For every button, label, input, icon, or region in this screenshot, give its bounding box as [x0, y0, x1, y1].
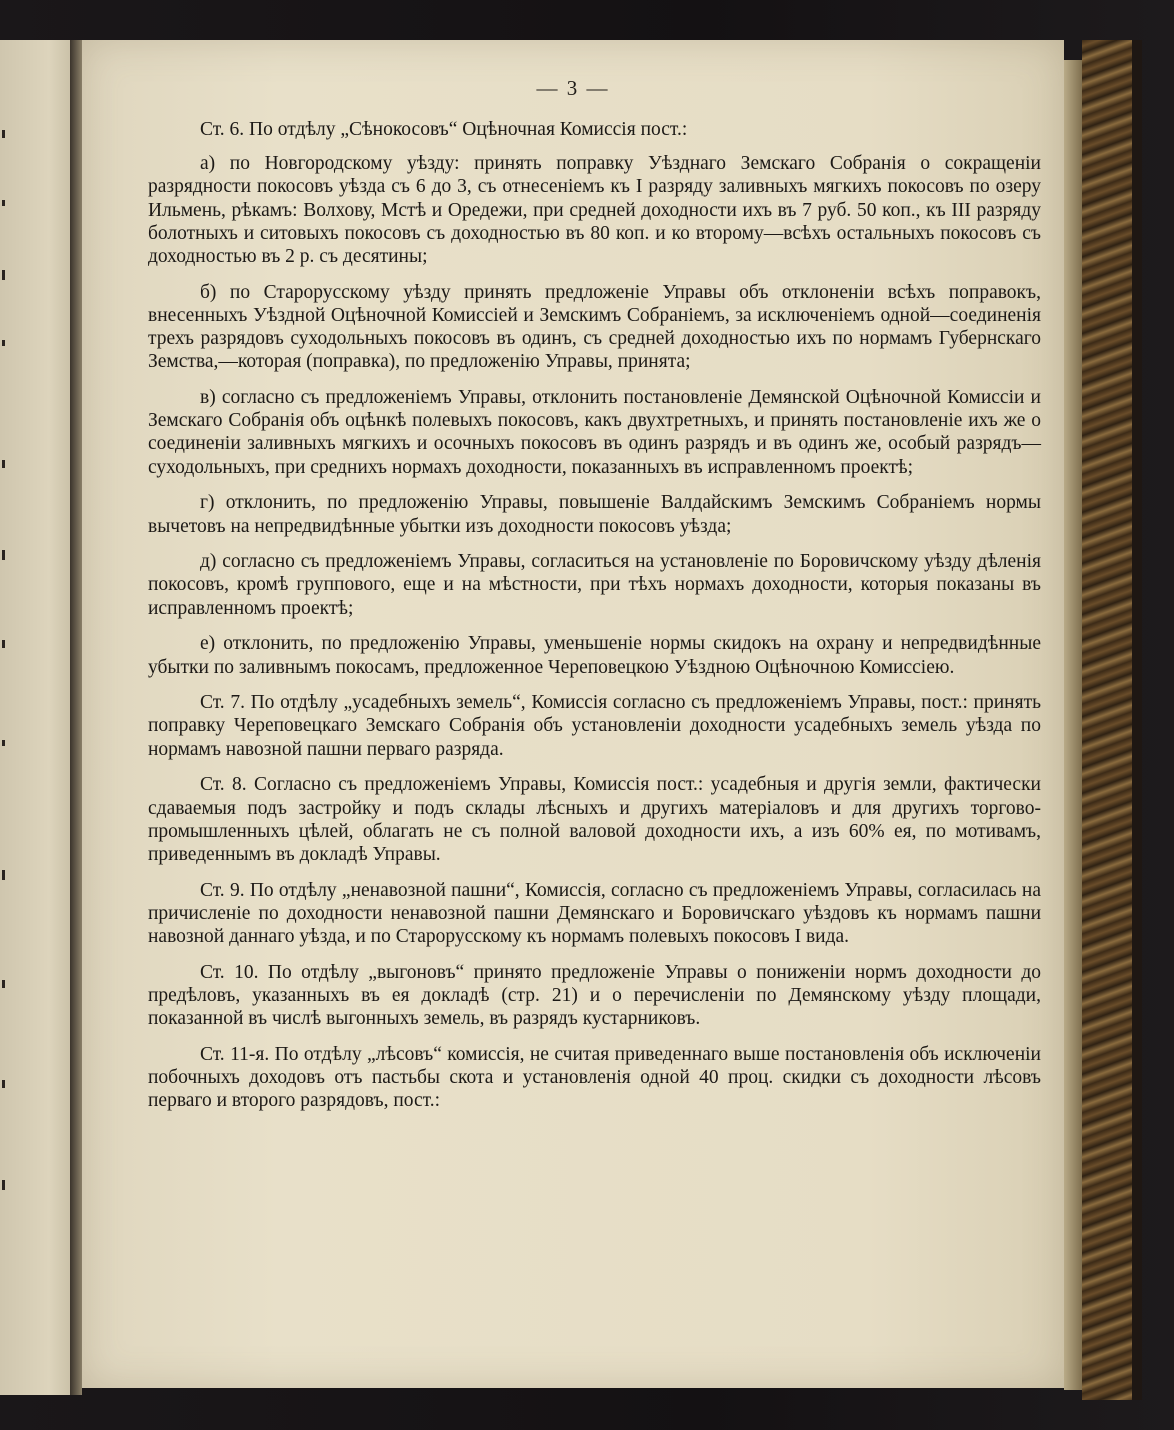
margin-mark [2, 460, 5, 468]
margin-mark [2, 740, 5, 746]
margin-mark [2, 980, 5, 988]
margin-mark [2, 550, 5, 560]
paragraph-st11: Ст. 11-я. По отдѣлу „лѣсовъ“ комиссія, не считая приведеннаго выше постановленія объ исключеніи побочныхъ доходовъ отъ пастьбы скота и установленія одной 40 проц. скидки съ доходности лѣсовъ перваго и второго разрядовъ, пост.: [148, 1043, 1041, 1112]
body-text [148, 118, 1041, 1125]
page-number: — 3 — [536, 76, 610, 100]
paragraph-st6-v: в) согласно съ предложеніемъ Управы, отклонить постановленіе Демянской Оцѣночной Комиссіи и Земскаго Собранія объ оцѣнкѣ полевыхъ покосовъ, какъ двухтретныхъ, и принять постановленіе ихъ же о соединеніи заливныхъ мягкихъ и осочныхъ покосовъ въ одинъ разрядъ и въ одинъ же, особый разрядъ—суходольныхъ, при среднихъ нормахъ доходности, показанныхъ въ исправленномъ проектѣ; [148, 387, 1041, 478]
margin-mark [2, 870, 5, 880]
margin-mark [2, 1080, 5, 1088]
margin-mark [2, 1180, 5, 1190]
page-fore-edge [1064, 60, 1082, 1390]
margin-mark [2, 640, 5, 648]
margin-mark [2, 340, 5, 346]
document-page [82, 40, 1064, 1388]
binding-edge [1132, 40, 1142, 1400]
paragraph-st10: Ст. 10. По отдѣлу „выгоновъ“ принято предложеніе Управы о пониженіи нормъ доходности до предѣловъ, указанныхъ въ ея докладѣ (стр. 21) и о перечисленіи по Демянскому уѣзду площади, показанной въ числѣ выгонныхъ земель, въ разрядъ кустарниковъ. [148, 961, 1041, 1030]
paragraph-st6-b: б) по Старорусскому уѣзду принять предложеніе Управы объ отклоненіи всѣхъ поправокъ, внесенныхъ Уѣздной Оцѣночной Комиссіей и Земскимъ Собраніемъ, за исключеніемъ одной—соединенія трехъ разрядовъ суходольныхъ покосовъ въ одинъ, съ средней доходностью ихъ по нормамъ Губернскаго Земства,—которая (поправка), по предложенію Управы, принята; [148, 281, 1041, 373]
paragraph-st8: Ст. 8. Согласно съ предложеніемъ Управы, Комиссія пост.: усадебныя и другія земли, фактически сдаваемыя подъ застройку и подъ склады лѣсныхъ и другихъ матеріаловъ и для другихъ торгово-промышленныхъ цѣлей, облагать не съ полной валовой доходности ихъ, а изъ 60% ея, по мотивамъ, приведеннымъ въ докладѣ Управы. [148, 774, 1041, 865]
margin-mark [2, 270, 5, 280]
paragraph-st9: Ст. 9. По отдѣлу „ненавозной пашни“, Комиссія, согласно съ предложеніемъ Управы, согласилась на причисленіе по доходности ненавозной пашни Демянскаго и Боровичскаго уѣздовъ къ нормамъ пашни навозной даннаго уѣзда, и по Старорусскому къ нормамъ полевыхъ покосовъ I вида. [148, 879, 1041, 948]
paragraph-st6-a: а) по Новгородскому уѣзду: принять поправку Уѣзднаго Земскаго Собранія о сокращеніи разрядности покосовъ уѣзда съ 6 до 3, съ отнесеніемъ къ I разряду заливныхъ мягкихъ покосовъ по озеру Ильмень, рѣкамъ: Волхову, Мстѣ и Оредежи, при средней доходности ихъ въ 7 руб. 50 коп., къ III разряду болотныхъ и ситовыхъ покосовъ съ доходностью въ 80 коп. и ко второму—всѣхъ остальныхъ покосовъ съ доходностью въ 2 р. съ десятины; [148, 153, 1041, 268]
paragraph-st6-e: е) отклонить, по предложенію Управы, уменьшеніе нормы скидокъ на охрану и непредвидѣнные убытки по заливнымъ покосамъ, предложенное Череповецкою Уѣздною Оцѣночною Комиссіею. [148, 633, 1041, 678]
margin-mark [2, 200, 5, 206]
margin-mark [2, 130, 5, 138]
facing-page-edge [0, 40, 72, 1395]
paragraph-st6-heading: Ст. 6. По отдѣлу „Сѣнокосовъ“ Оцѣночная Комиссія пост.: [200, 119, 688, 140]
page-gutter [70, 40, 82, 1395]
paragraph-st7: Ст. 7. По отдѣлу „усадебныхъ земель“, Комиссія согласно съ предложеніемъ Управы, пост.: принять поправку Череповецкаго Земскаго Собранія объ установленіи доходности усадебныхъ земель уѣзда по нормамъ навозной пашни перваго разряда. [148, 692, 1041, 760]
paragraph-st6-g: г) отклонить, по предложенію Управы, повышеніе Валдайскимъ Земскимъ Собраніемъ нормы вычетовъ на непредвидѣнные убытки изъ доходности покосовъ уѣзда; [148, 492, 1041, 537]
paragraph-st6-d: д) согласно съ предложеніемъ Управы, согласиться на установленіе по Боровичскому уѣзду дѣленія покосовъ, кромѣ группового, еще и на мѣстности, при тѣхъ нормахъ доходности, которыя показаны въ исправленномъ проектѣ; [148, 551, 1041, 619]
book-binding [1082, 40, 1132, 1400]
